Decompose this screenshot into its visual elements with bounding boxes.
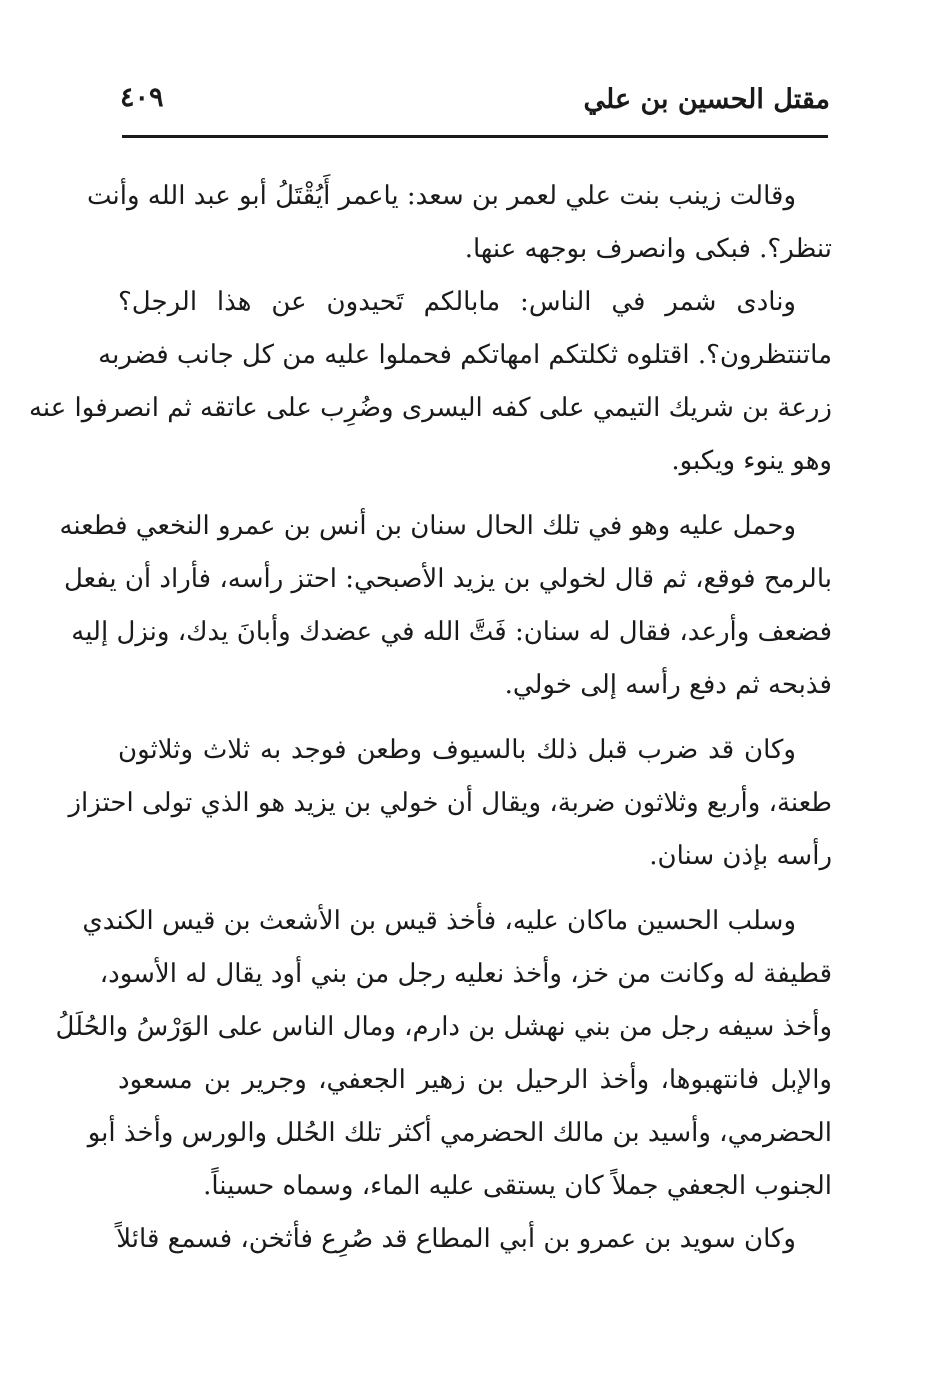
text-line: فذبحه ثم دفع رأسه إلى خولي. — [504, 670, 832, 700]
text-line: قطيفة له وكانت من خز، وأخذ نعليه رجل من بني أود يقال له الأسود، — [99, 959, 832, 989]
header-divider — [122, 135, 828, 138]
text-line: طعنة، وأربع وثلاثون ضربة، ويقال أن خولي بن يزيد هو الذي تولى احتزاز — [68, 788, 832, 818]
text-line: وكان سويد بن عمرو بن أبي المطاع قد صُرِع فأثخن، فسمع قائلاً — [116, 1224, 796, 1254]
text-line: تنظر؟. فبكى وانصرف بوجهه عنها. — [464, 234, 832, 264]
text-line: وقالت زينب بنت علي لعمر بن سعد: ياعمر أَيُقْتَلُ أبو عبد الله وأنت — [86, 181, 796, 211]
text-line: ماتنتظرون؟. اقتلوه ثكلتكم امهاتكم فحملوا عليه من كل جانب فضربه — [98, 340, 832, 370]
page-body — [28, 170, 832, 1266]
paragraph — [59, 500, 832, 712]
text-line: الحضرمي، وأسيد بن مالك الحضرمي أكثر تلك الحُلل والورس وأخذ أبو — [87, 1118, 832, 1148]
running-title: مقتل الحسين بن علي — [583, 84, 830, 115]
paragraph — [118, 1213, 832, 1266]
text-line: وحمل عليه وهو في تلك الحال سنان بن أنس بن عمرو النخعي فطعنه — [59, 511, 796, 541]
text-line: ونادى شمر في الناس: مابالكم تَحيدون عن هذا الرجل؟ — [118, 287, 796, 317]
text-line: وهو ينوء ويكبو. — [671, 446, 832, 476]
text-line: الجنوب الجعفي جملاً كان يستقى عليه الماء، وسماه حسيناً. — [203, 1171, 832, 1201]
text-line: رأسه بإذن سنان. — [649, 841, 832, 871]
text-line: بالرمح فوقع، ثم قال لخولي بن يزيد الأصبحي: احتز رأسه، فأراد أن يفعل — [63, 564, 832, 594]
paragraph — [86, 170, 832, 276]
text-line: وكان قد ضرب قبل ذلك بالسيوف وطعن فوجد به ثلاث وثلاثون — [118, 735, 796, 765]
paragraph — [55, 895, 832, 1213]
paragraph — [68, 724, 832, 883]
page-number: ٤٠٩ — [120, 82, 164, 113]
paragraph — [28, 276, 832, 488]
text-line: وأخذ سيفه رجل من بني نهشل بن دارم، ومال الناس على الوَرْسُ والحُلَلُ — [55, 1012, 832, 1042]
text-line: وسلب الحسين ماكان عليه، فأخذ قيس بن الأشعث بن قيس الكندي — [82, 906, 796, 936]
text-line: زرعة بن شريك التيمي على كفه اليسرى وضُرِب على عاتقه ثم انصرفوا عنه — [28, 393, 832, 423]
text-line: والإبل فانتهبوها، وأخذ الرحيل بن زهير الجعفي، وجرير بن مسعود — [118, 1065, 832, 1095]
page-header — [118, 80, 830, 132]
text-line: فضعف وأرعد، فقال له سنان: فَتَّ الله في عضدك وأبانَ يدك، ونزل إليه — [71, 617, 832, 647]
